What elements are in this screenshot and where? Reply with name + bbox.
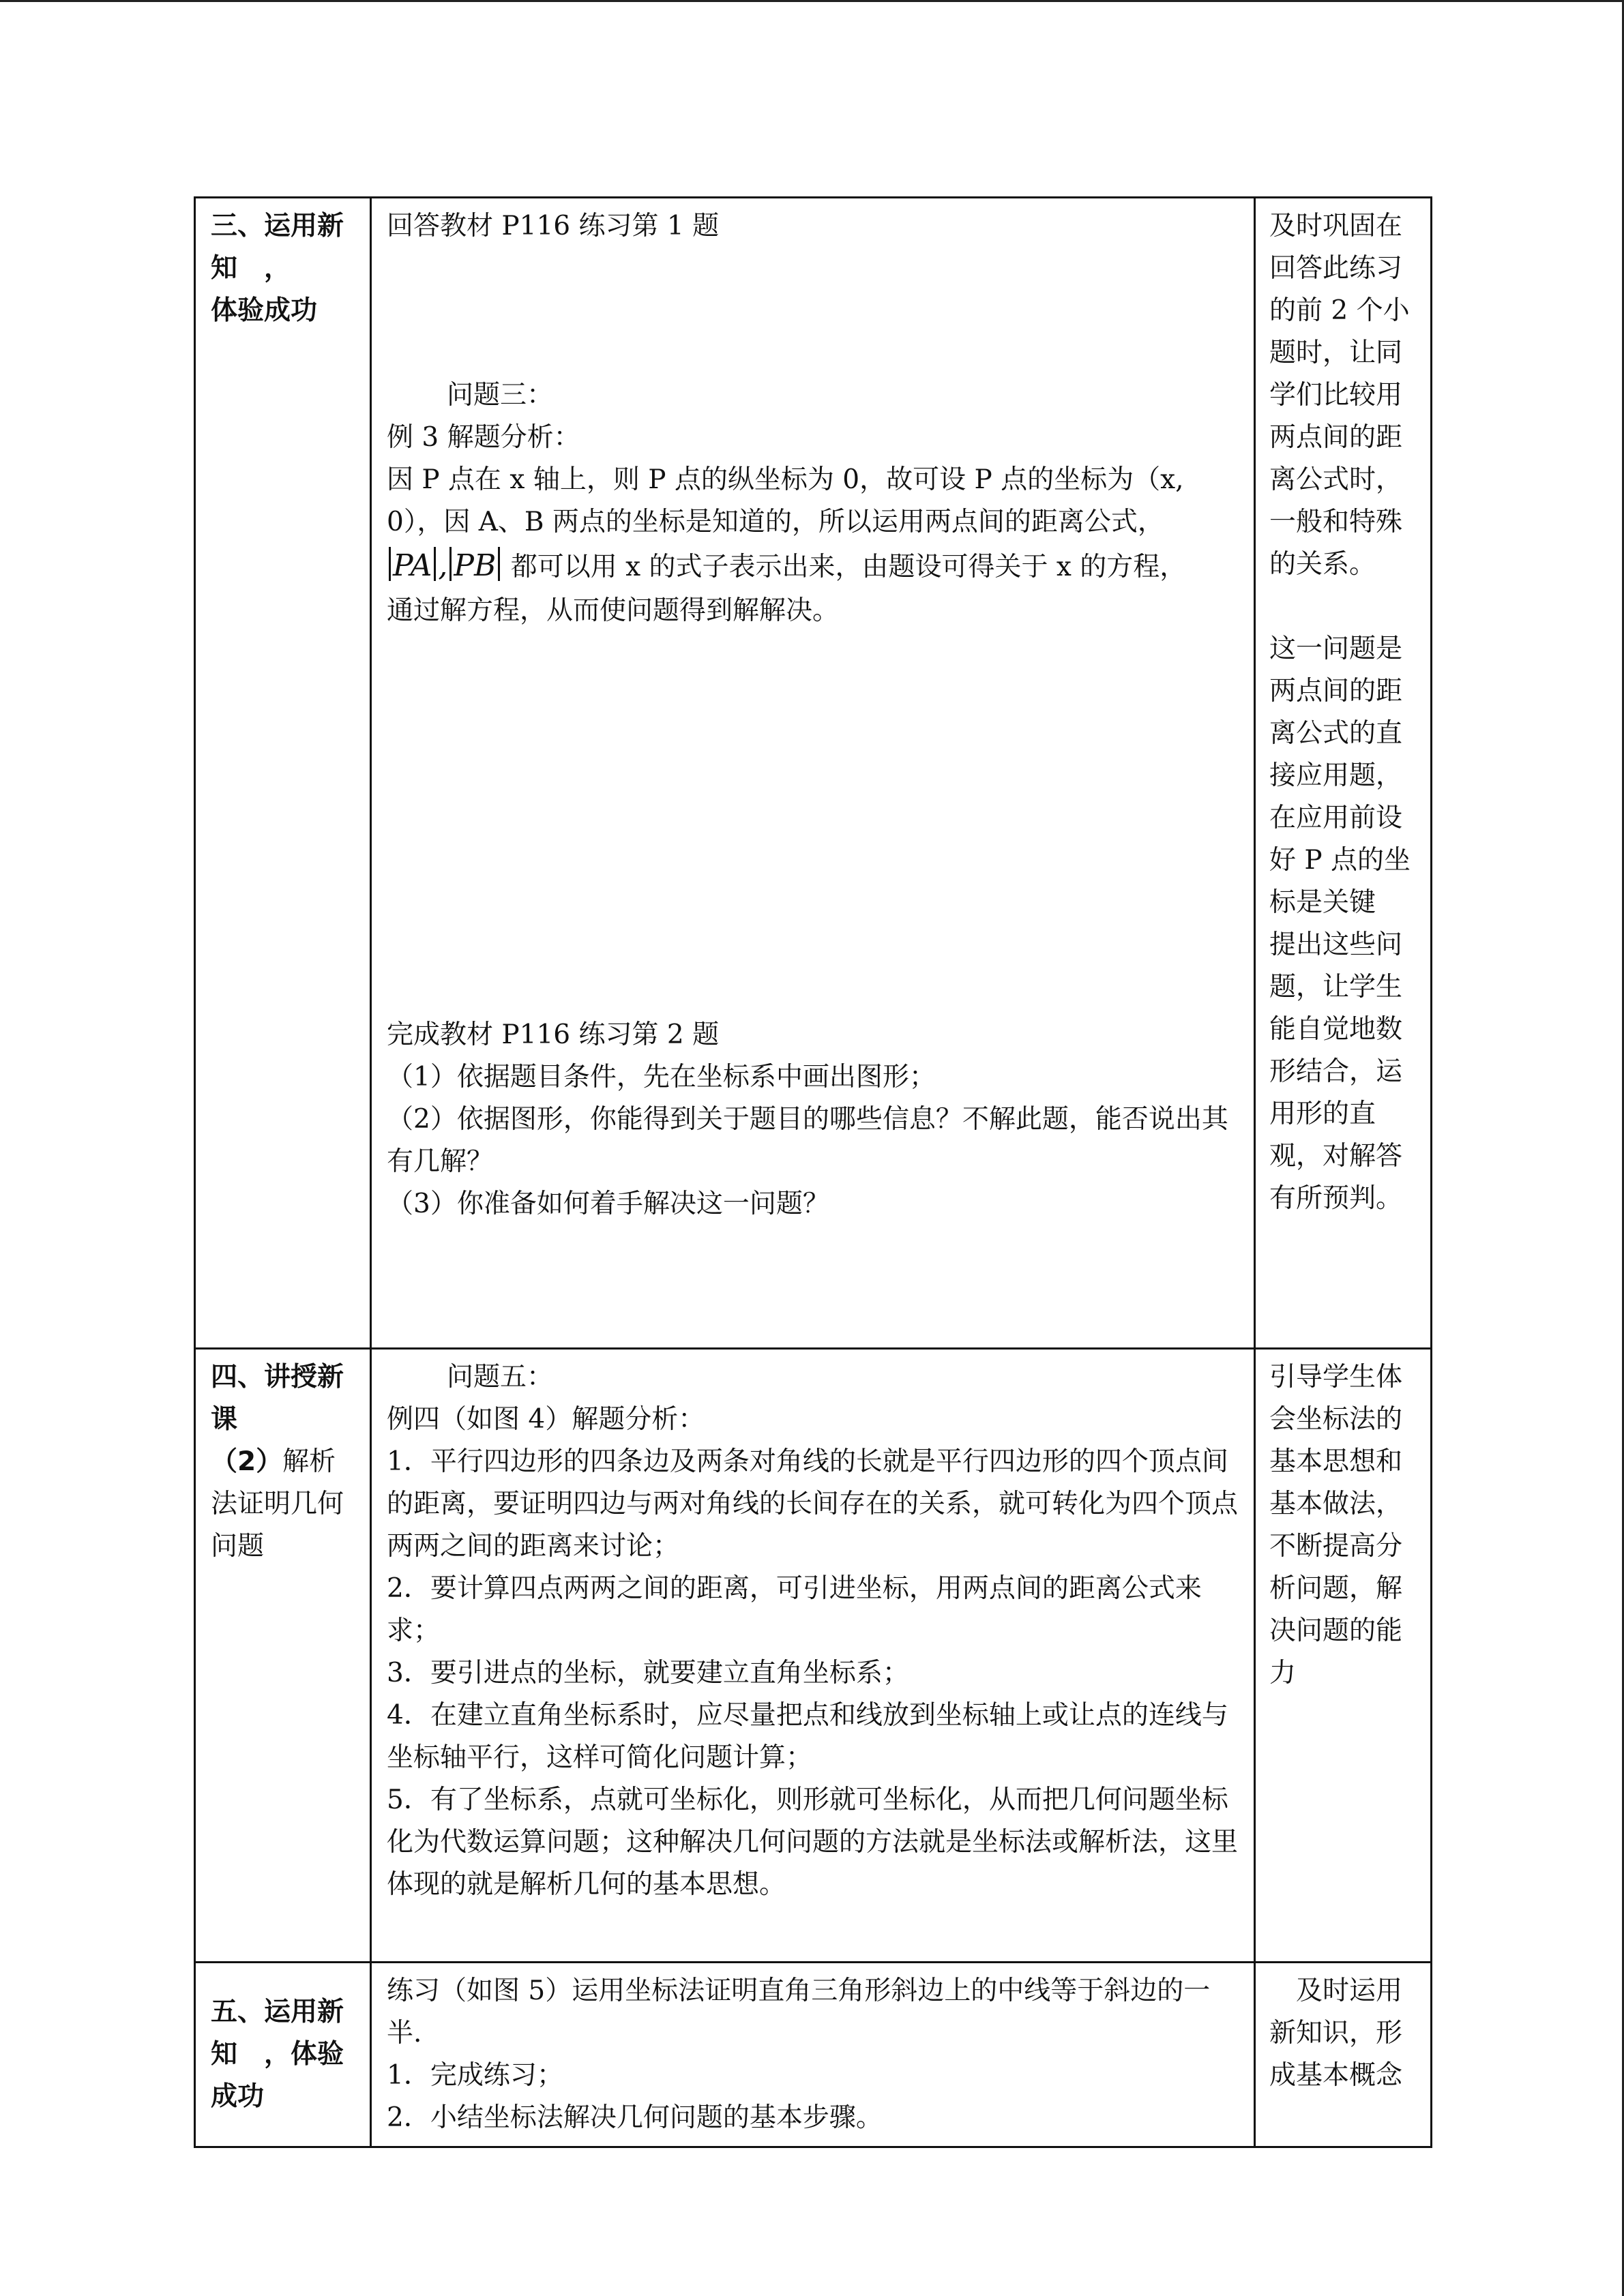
- table-row: [195, 1349, 1432, 1963]
- paragraph: 都可以用 x 的式子表示出来，由题设可得关于 x 的方程，: [502, 552, 1187, 582]
- task-question: （2）依据图形，你能得到关于题目的哪些信息？不解此题，能否说出其有几解？: [387, 1104, 1228, 1177]
- notes-cell: [1255, 1349, 1432, 1963]
- stage-label: 体验成功: [211, 295, 318, 326]
- question-title: 问题五：: [447, 1362, 554, 1392]
- stage-label: 知 ，: [211, 253, 291, 284]
- example-title: 例四（如图 4）解题分析：: [387, 1404, 705, 1435]
- abs-bar: [389, 547, 391, 581]
- page-top-border: [0, 0, 1624, 2]
- question-title: 问题三：: [447, 380, 554, 411]
- task-question: （1）依据题目条件，先在坐标系中画出图形；: [387, 1062, 936, 1092]
- note-text: 及时巩固在回答此练习的前 2 个小题时，让同学们比较用两点间的距离公式时，一般和特殊的关系。: [1269, 211, 1410, 580]
- content-cell: [371, 1963, 1255, 2147]
- stage-label: 三、运用新: [211, 211, 344, 241]
- abs-bar: [434, 547, 436, 581]
- step-text: 2．要计算四点两两之间的距离，可引进坐标，用两点间的距离公式来求；: [387, 1573, 1202, 1646]
- note-text: 及时运用新知识，形成基本概念: [1269, 1976, 1403, 2091]
- stage-cell: [195, 1963, 371, 2147]
- formula-line: [387, 543, 1243, 590]
- step-text: 2．小结坐标法解决几何问题的基本步骤。: [387, 2102, 883, 2133]
- stage-label: （2）解析法证明几何问题: [211, 1446, 344, 1562]
- stage-label: 四、讲授新: [211, 1362, 344, 1392]
- notes-cell: [1255, 198, 1432, 1349]
- task-question: （3）你准备如何着手解决这一问题？: [387, 1189, 829, 1219]
- abs-bar: [498, 547, 500, 581]
- lesson-plan-table: [194, 196, 1432, 2148]
- example-title: 例 3 解题分析：: [387, 422, 580, 453]
- stage-label: 五、运用新: [211, 1997, 344, 2027]
- formula-pa: PA: [393, 548, 432, 583]
- task-text: 完成教材 P116 练习第 2 题: [387, 1019, 720, 1050]
- formula-comma: ,: [438, 548, 448, 583]
- step-text: 1．平行四边形的四条边及两条对角线的长就是平行四边形的四个顶点间的距离，要证明四边与两对角线的长间存在的关系，就可转化为四个顶点两两之间的距离来讨论；: [387, 1446, 1239, 1562]
- step-text: 3．要引进点的坐标，就要建立直角坐标系；: [387, 1658, 909, 1688]
- step-text: 5．有了坐标系，点就可坐标化，则形就可坐标化，从而把几何问题坐标化为代数运算问题；这种解决几何问题的方法就是坐标法或解析法，这里体现的就是解析几何的基本思想。: [387, 1785, 1239, 1900]
- table-row: [195, 1963, 1432, 2147]
- content-cell: [371, 1349, 1255, 1963]
- note-text: 这一问题是两点间的距离公式的直接应用题，在应用前设好 P 点的坐标是关键: [1269, 633, 1411, 918]
- exercise-text: 练习（如图 5）运用坐标法证明直角三角形斜边上的中线等于斜边的一半.: [387, 1976, 1211, 2048]
- paragraph: 通过解方程，从而使问题得到解解决。: [387, 595, 840, 626]
- stage-label: 成功: [211, 2081, 265, 2112]
- content-cell: [371, 198, 1255, 1349]
- stage-label: 课: [211, 1404, 238, 1435]
- notes-cell: [1255, 1963, 1432, 2147]
- note-text: 提出这些问题，让学生能自觉地数形结合，运用形的直观，对解答有所预判。: [1269, 929, 1403, 1214]
- note-text: 引导学生体会坐标法的基本思想和基本做法，不断提高分析问题，解决问题的能力: [1269, 1362, 1403, 1688]
- task-text: 回答教材 P116 练习第 1 题: [387, 211, 720, 241]
- stage-cell: [195, 198, 371, 1349]
- table-row: [195, 198, 1432, 1349]
- formula-pb: PB: [454, 548, 497, 583]
- step-text: 4．在建立直角坐标系时，应尽量把点和线放到坐标轴上或让点的连线与坐标轴平行，这样可简化问题计算；: [387, 1700, 1228, 1773]
- step-text: 1．完成练习；: [387, 2060, 563, 2091]
- abs-bar: [449, 547, 452, 581]
- stage-label: 知 ，体验: [211, 2039, 344, 2070]
- stage-cell: [195, 1349, 371, 1963]
- paragraph: 因 P 点在 x 轴上，则 P 点的纵坐标为 0，故可设 P 点的坐标为（x, 0），因 A、B 两点的坐标是知道的，所以运用两点间的距离公式，: [387, 464, 1184, 537]
